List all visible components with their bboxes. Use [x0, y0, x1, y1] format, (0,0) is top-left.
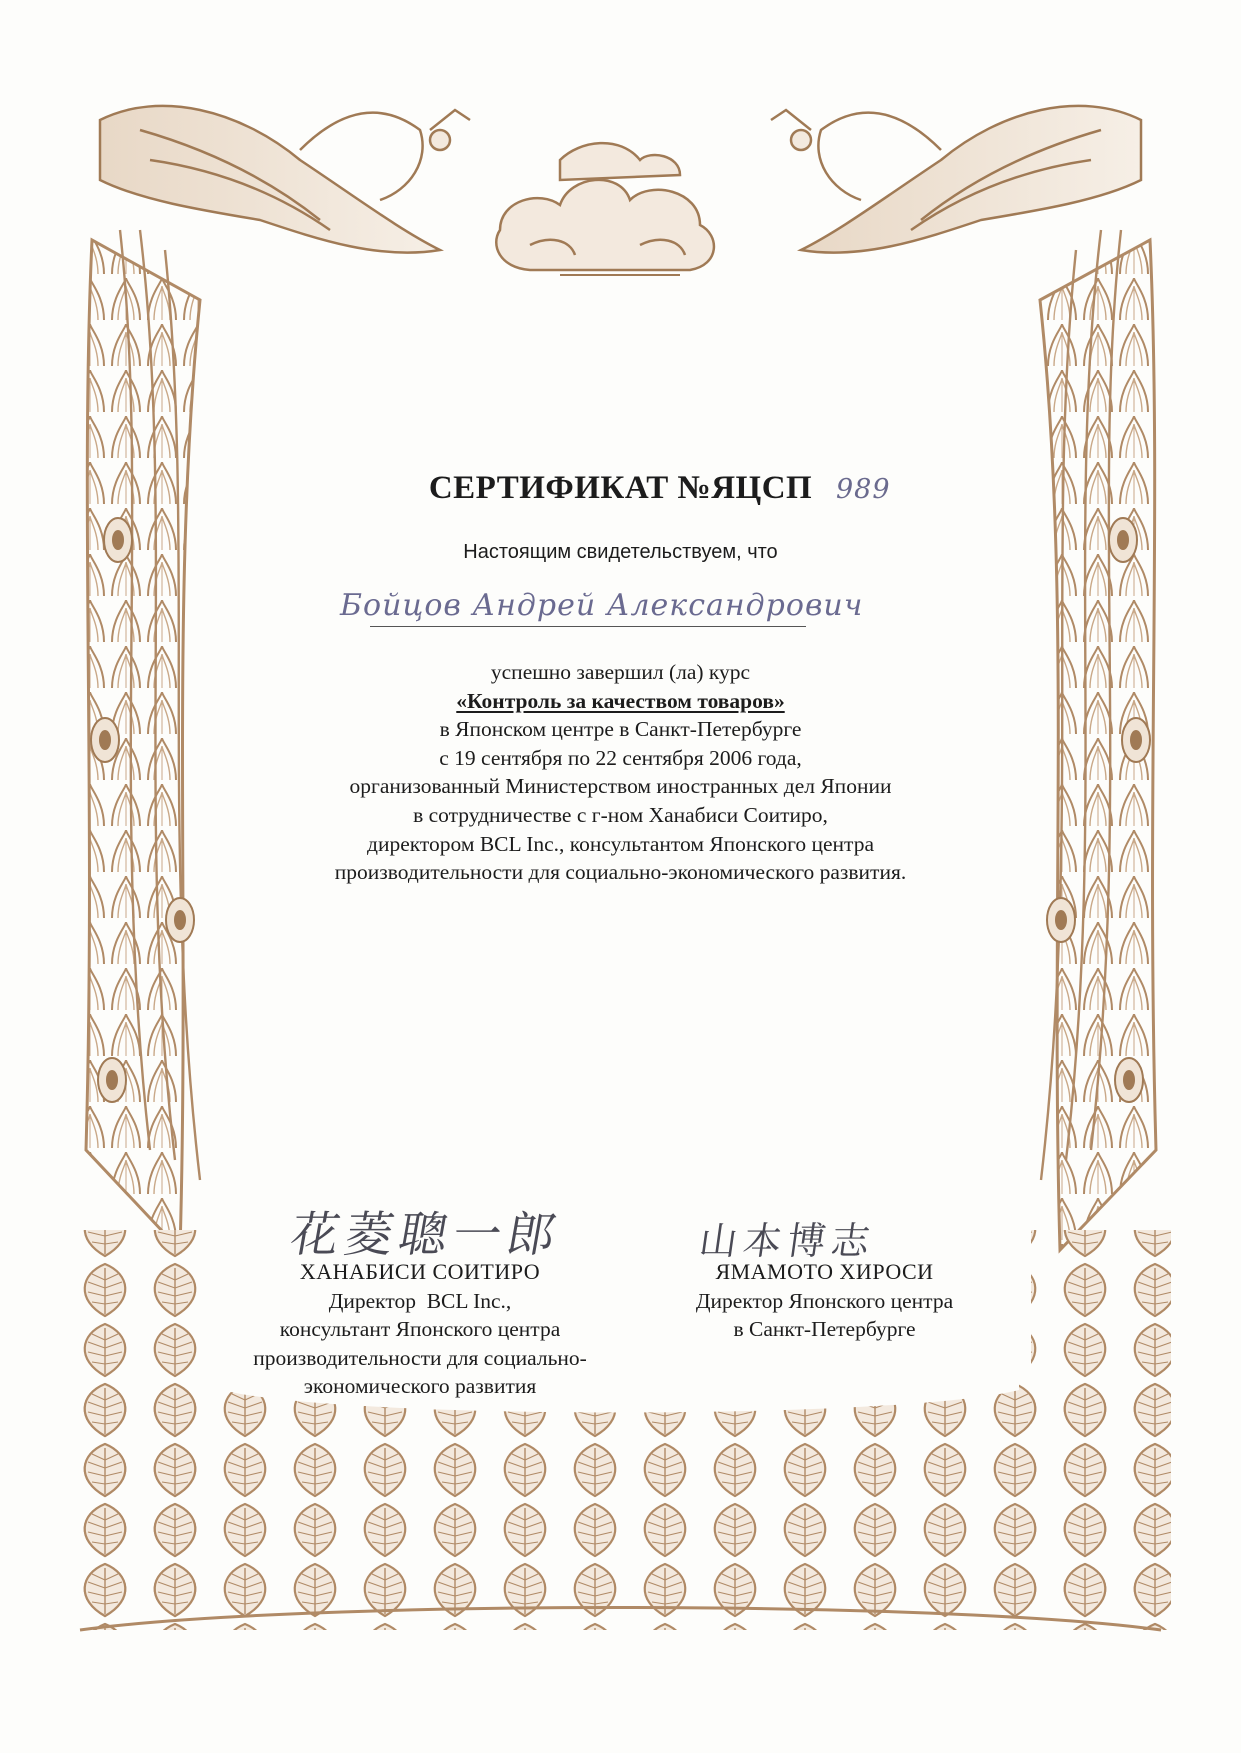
recipient-underline: [370, 626, 806, 627]
certificate-number-handwritten: 989: [836, 474, 891, 505]
body-line: с 19 сентября по 22 сентября 2006 года,: [439, 745, 802, 770]
right-signer-name: ЯМАМОТО ХИРОСИ: [715, 1259, 934, 1284]
body-line: в Японском центре в Санкт-Петербурге: [439, 717, 802, 742]
right-phoenix: [771, 106, 1141, 253]
cloud-motif: [496, 143, 714, 270]
recipient-name-handwritten: Бойцов Андрей Александрович: [340, 588, 864, 623]
left-signer-line: Директор BCL Inc.,: [328, 1288, 512, 1313]
body-line: организованный Министерством иностранных дел Японии: [349, 774, 892, 799]
course-title: «Контроль за качеством товаров»: [456, 688, 785, 713]
body-line: в сотрудничестве с г-ном Ханабиси Соитиро,: [413, 802, 828, 827]
certificate-body: [0, 658, 1241, 887]
left-signer-name: ХАНАБИСИ СОИТИРО: [299, 1259, 541, 1284]
left-leaf-cluster: [70, 1230, 210, 1630]
left-signer-line: производительности для социально-: [253, 1345, 587, 1370]
left-phoenix: [100, 106, 470, 253]
bottom-leaf-band: [80, 1380, 1161, 1630]
certificate-lead: Настоящим свидетельствуем, что: [463, 541, 778, 563]
right-signer-line: Директор Японского центра: [695, 1288, 954, 1313]
left-handwritten-signature: 花菱聰一郎: [286, 1207, 567, 1263]
right-signature-block: [652, 1258, 997, 1344]
right-leaf-cluster: [1031, 1230, 1171, 1630]
right-handwritten-signature: 山本博志: [696, 1219, 879, 1263]
body-line: директором BCL Inc., консультантом Японского центра: [367, 831, 874, 856]
certificate-title: СЕРТИФИКАТ №ЯЦСП: [428, 470, 813, 506]
body-line: успешно завершил (ла) курс: [490, 660, 751, 684]
left-signature-block: [200, 1258, 640, 1401]
right-signer-line: в Санкт-Петербурге: [733, 1317, 916, 1342]
left-signer-line: экономического развития: [303, 1374, 537, 1399]
left-signer-line: консультант Японского центра: [279, 1317, 561, 1342]
body-line: производительности для социально-экономического развития.: [334, 860, 907, 885]
